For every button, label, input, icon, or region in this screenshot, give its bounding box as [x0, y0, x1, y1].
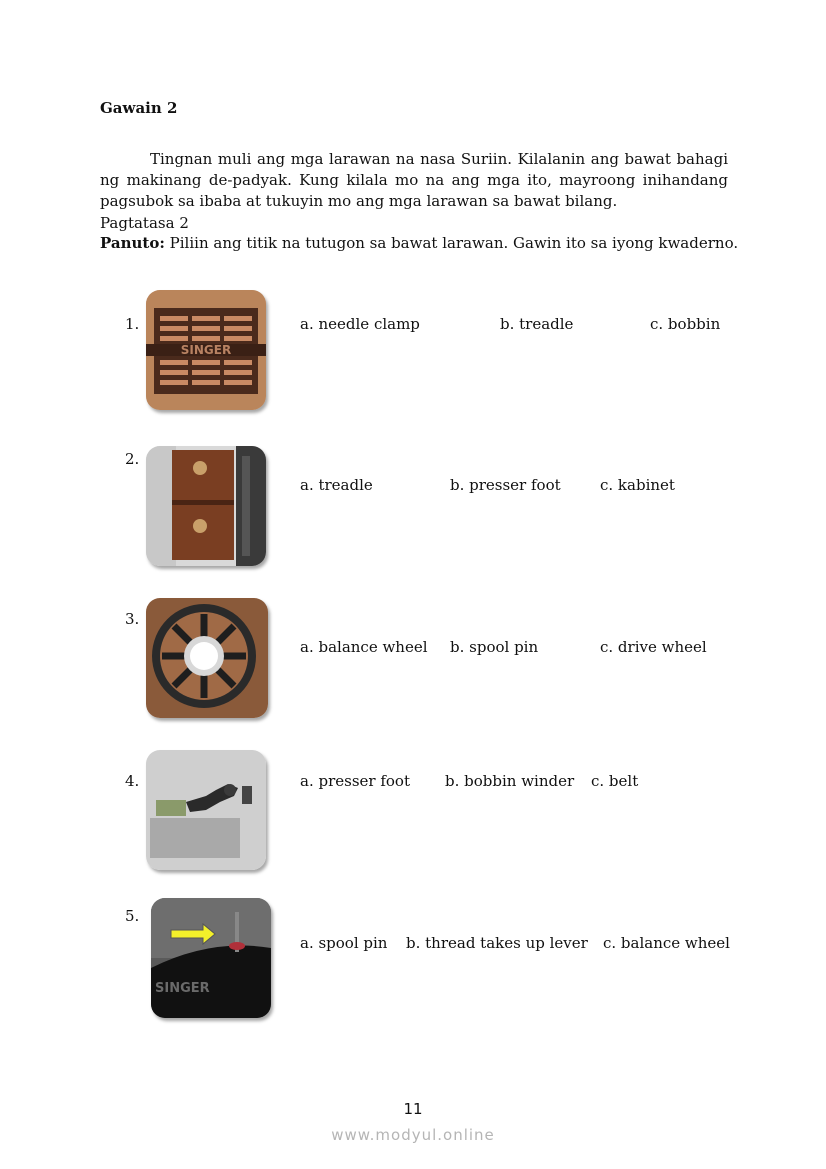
item-3-number: 3. [125, 610, 140, 628]
item-2-image-cabinet [146, 446, 266, 566]
item-1-option-a: a. needle clamp [300, 315, 420, 333]
item-1-image-text: SINGER [180, 343, 232, 357]
item-5-option-b: b. thread takes up lever [406, 934, 588, 952]
item-2-number: 2. [125, 450, 140, 468]
item-3-option-a: a. balance wheel [300, 638, 428, 656]
item-4-number: 4. [125, 772, 140, 790]
item-2-option-a: a. treadle [300, 476, 373, 494]
item-3-option-b: b. spool pin [450, 638, 539, 656]
item-4-option-b: b. bobbin winder [445, 772, 575, 790]
item-1-option-c: c. bobbin [650, 315, 721, 333]
watermark: www.modyul.online [331, 1126, 495, 1144]
item-3-option-c: c. drive wheel [600, 638, 707, 656]
item-4-option-c: c. belt [591, 772, 639, 790]
item-2-option-b: b. presser foot [450, 476, 561, 494]
activity-paragraph: Tingnan muli ang mga larawan na nasa Suriin. Kilalanin ang bawat bahagi ng makinang de-padyak. Kung kilala mo na ang mga ito, mayroong inihandang pagsubok sa ibaba at tukuyin mo ang mga larawan sa bawat bilang. [100, 150, 728, 210]
assessment-label: Pagtatasa 2 [100, 214, 189, 232]
directions-text: Piliin ang titik na tutugon sa bawat larawan. Gawin ito sa iyong kwaderno. [164, 234, 739, 252]
directions [100, 234, 738, 252]
item-4-option-a: a. presser foot [300, 772, 410, 790]
item-1-option-b: b. treadle [500, 315, 574, 333]
directions-label: Panuto: [100, 234, 165, 252]
item-5-option-a: a. spool pin [300, 934, 388, 952]
page-number: 11 [403, 1100, 423, 1118]
item-5-image-lever [151, 898, 271, 1018]
item-5-image-text: SINGER [155, 981, 210, 996]
activity-heading: Gawain 2 [100, 99, 178, 117]
item-3-image-wheel [146, 598, 268, 718]
item-1-number: 1. [125, 315, 140, 333]
item-2-option-c: c. kabinet [600, 476, 675, 494]
item-1-image-treadle [146, 290, 266, 410]
item-5-number: 5. [125, 907, 140, 925]
item-4-image-winder [146, 750, 266, 870]
item-5-option-c: c. balance wheel [603, 934, 730, 952]
